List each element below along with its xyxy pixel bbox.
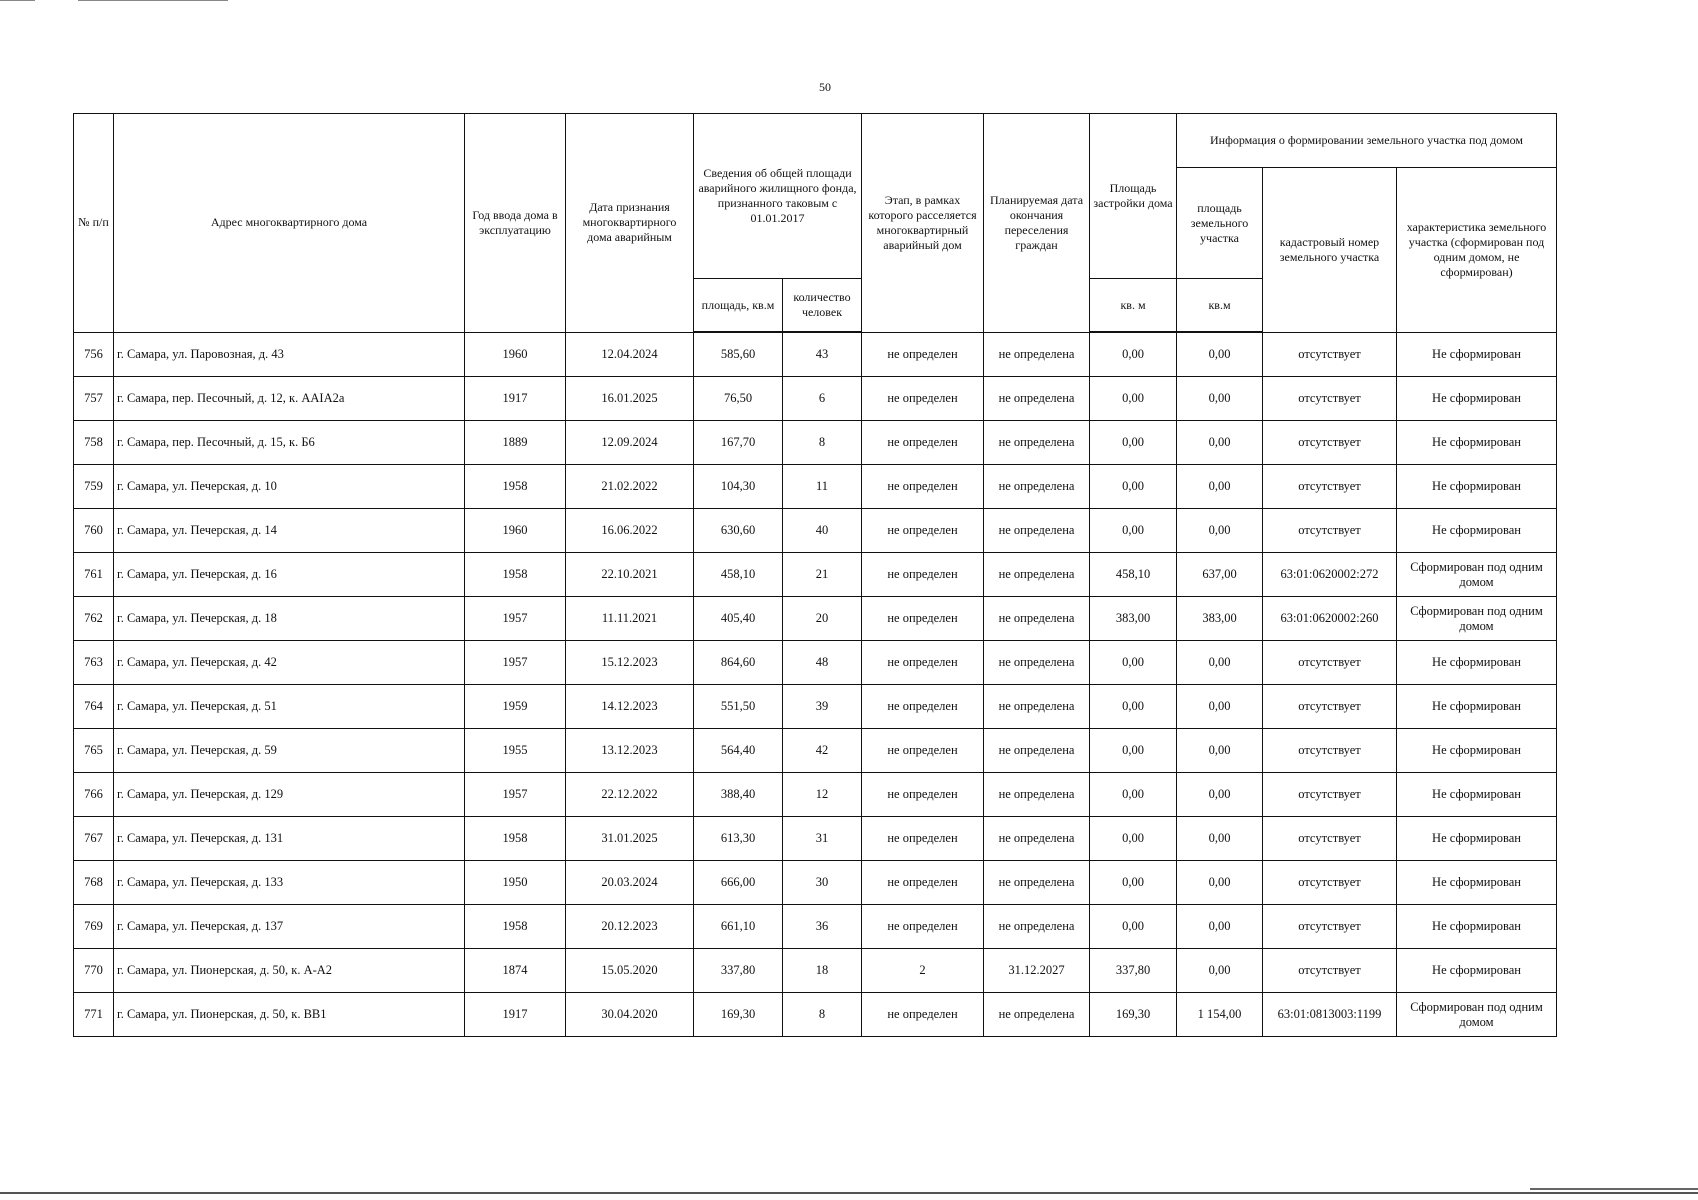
header-people: количество человек — [783, 279, 862, 333]
cell-year: 1960 — [465, 332, 566, 377]
cell-planned-end: не определена — [984, 332, 1090, 377]
cell-address: г. Самара, ул. Печерская, д. 133 — [114, 861, 465, 905]
cell-stage: 2 — [862, 949, 984, 993]
header-land-info: Информация о формировании земельного участка под домом — [1177, 114, 1557, 168]
cell-recognition-date: 22.12.2022 — [566, 773, 694, 817]
table-row — [74, 861, 1557, 905]
table-row — [74, 553, 1557, 597]
cell-planned-end: не определена — [984, 509, 1090, 553]
cell-address: г. Самара, ул. Паровозная, д. 43 — [114, 332, 465, 377]
cell-stage: не определен — [862, 729, 984, 773]
header-build-area: Площадь застройки дома — [1090, 114, 1177, 279]
header-stage: Этап, в рамках которого расселяется многоквартирный аварийный дом — [862, 114, 984, 333]
cell-year: 1889 — [465, 421, 566, 465]
cell-build-area: 0,00 — [1090, 861, 1177, 905]
scan-edge-line — [0, 0, 35, 1]
cell-build-area: 0,00 — [1090, 332, 1177, 377]
table-row — [74, 421, 1557, 465]
cell-area: 585,60 — [694, 332, 783, 377]
cell-cadastral: отсутствует — [1263, 421, 1397, 465]
cell-year: 1917 — [465, 377, 566, 421]
table-row — [74, 597, 1557, 641]
table-row — [74, 729, 1557, 773]
cell-num: 766 — [74, 773, 114, 817]
cell-planned-end: не определена — [984, 553, 1090, 597]
cell-address: г. Самара, ул. Печерская, д. 42 — [114, 641, 465, 685]
cell-recognition-date: 15.05.2020 — [566, 949, 694, 993]
cell-stage: не определен — [862, 509, 984, 553]
cell-address: г. Самара, ул. Печерская, д. 10 — [114, 465, 465, 509]
cell-year: 1959 — [465, 685, 566, 729]
cell-people: 8 — [783, 421, 862, 465]
cell-num: 758 — [74, 421, 114, 465]
cell-area: 551,50 — [694, 685, 783, 729]
cell-cadastral: отсутствует — [1263, 905, 1397, 949]
cell-stage: не определен — [862, 817, 984, 861]
cell-characteristic: Сформирован под одним домом — [1397, 597, 1557, 641]
cell-land-area: 383,00 — [1177, 597, 1263, 641]
table-row — [74, 773, 1557, 817]
cell-recognition-date: 16.06.2022 — [566, 509, 694, 553]
header-planned-end: Планируемая дата окончания переселения граждан — [984, 114, 1090, 333]
cell-planned-end: не определена — [984, 993, 1090, 1037]
cell-land-area: 0,00 — [1177, 509, 1263, 553]
cell-area: 564,40 — [694, 729, 783, 773]
table-row — [74, 332, 1557, 377]
cell-characteristic: Не сформирован — [1397, 421, 1557, 465]
cell-address: г. Самара, ул. Печерская, д. 59 — [114, 729, 465, 773]
cell-characteristic: Не сформирован — [1397, 949, 1557, 993]
cell-stage: не определен — [862, 993, 984, 1037]
header-characteristic: характеристика земельного участка (сформирован под одним домом, не сформирован) — [1397, 168, 1557, 333]
cell-people: 6 — [783, 377, 862, 421]
cell-planned-end: не определена — [984, 597, 1090, 641]
cell-year: 1957 — [465, 641, 566, 685]
cell-stage: не определен — [862, 905, 984, 949]
cell-num: 762 — [74, 597, 114, 641]
cell-land-area: 1 154,00 — [1177, 993, 1263, 1037]
cell-stage: не определен — [862, 861, 984, 905]
cell-land-area: 0,00 — [1177, 817, 1263, 861]
cell-year: 1950 — [465, 861, 566, 905]
cell-build-area: 383,00 — [1090, 597, 1177, 641]
cell-num: 767 — [74, 817, 114, 861]
cell-build-area: 0,00 — [1090, 773, 1177, 817]
table-body — [74, 332, 1557, 1037]
cell-build-area: 337,80 — [1090, 949, 1177, 993]
cell-cadastral: отсутствует — [1263, 817, 1397, 861]
cell-stage: не определен — [862, 597, 984, 641]
cell-build-area: 0,00 — [1090, 421, 1177, 465]
cell-address: г. Самара, ул. Печерская, д. 137 — [114, 905, 465, 949]
cell-address: г. Самара, ул. Печерская, д. 131 — [114, 817, 465, 861]
cell-area: 661,10 — [694, 905, 783, 949]
cell-year: 1958 — [465, 465, 566, 509]
cell-area: 458,10 — [694, 553, 783, 597]
cell-characteristic: Не сформирован — [1397, 641, 1557, 685]
cell-cadastral: отсутствует — [1263, 465, 1397, 509]
cell-address: г. Самара, пер. Песочный, д. 15, к. Б6 — [114, 421, 465, 465]
header-address: Адрес многоквартирного дома — [114, 114, 465, 333]
cell-stage: не определен — [862, 553, 984, 597]
cell-year: 1874 — [465, 949, 566, 993]
cell-area: 405,40 — [694, 597, 783, 641]
cell-cadastral: отсутствует — [1263, 729, 1397, 773]
cell-build-area: 0,00 — [1090, 685, 1177, 729]
cell-planned-end: не определена — [984, 861, 1090, 905]
scan-edge-line — [0, 1192, 1698, 1194]
cell-area: 169,30 — [694, 993, 783, 1037]
cell-land-area: 0,00 — [1177, 465, 1263, 509]
cell-build-area: 0,00 — [1090, 465, 1177, 509]
cell-num: 759 — [74, 465, 114, 509]
cell-cadastral: отсутствует — [1263, 641, 1397, 685]
cell-people: 48 — [783, 641, 862, 685]
header-build-area-unit: кв. м — [1090, 279, 1177, 333]
cell-characteristic: Не сформирован — [1397, 905, 1557, 949]
cell-build-area: 0,00 — [1090, 377, 1177, 421]
cell-num: 761 — [74, 553, 114, 597]
cell-build-area: 169,30 — [1090, 993, 1177, 1037]
cell-address: г. Самара, ул. Пионерская, д. 50, к. А-А2 — [114, 949, 465, 993]
cell-planned-end: не определена — [984, 421, 1090, 465]
cell-land-area: 0,00 — [1177, 641, 1263, 685]
cell-recognition-date: 12.04.2024 — [566, 332, 694, 377]
cell-num: 757 — [74, 377, 114, 421]
cell-people: 31 — [783, 817, 862, 861]
cell-num: 763 — [74, 641, 114, 685]
cell-area: 630,60 — [694, 509, 783, 553]
scan-edge-line — [78, 0, 228, 1]
cell-year: 1957 — [465, 773, 566, 817]
table-row — [74, 641, 1557, 685]
cell-characteristic: Не сформирован — [1397, 729, 1557, 773]
cell-land-area: 0,00 — [1177, 861, 1263, 905]
cell-stage: не определен — [862, 421, 984, 465]
cell-characteristic: Не сформирован — [1397, 861, 1557, 905]
cell-planned-end: не определена — [984, 685, 1090, 729]
cell-area: 337,80 — [694, 949, 783, 993]
cell-year: 1958 — [465, 905, 566, 949]
cell-num: 769 — [74, 905, 114, 949]
cell-land-area: 0,00 — [1177, 377, 1263, 421]
cell-recognition-date: 21.02.2022 — [566, 465, 694, 509]
cell-land-area: 0,00 — [1177, 905, 1263, 949]
cell-planned-end: не определена — [984, 641, 1090, 685]
table-row — [74, 377, 1557, 421]
cell-planned-end: не определена — [984, 465, 1090, 509]
cell-recognition-date: 13.12.2023 — [566, 729, 694, 773]
cell-land-area: 0,00 — [1177, 729, 1263, 773]
cell-cadastral: 63:01:0813003:1199 — [1263, 993, 1397, 1037]
cell-land-area: 637,00 — [1177, 553, 1263, 597]
cell-characteristic: Не сформирован — [1397, 509, 1557, 553]
cell-build-area: 0,00 — [1090, 817, 1177, 861]
cell-area: 666,00 — [694, 861, 783, 905]
header-land-area-unit: кв.м — [1177, 279, 1263, 333]
cell-address: г. Самара, ул. Печерская, д. 129 — [114, 773, 465, 817]
cell-planned-end: не определена — [984, 377, 1090, 421]
cell-characteristic: Не сформирован — [1397, 773, 1557, 817]
cell-people: 18 — [783, 949, 862, 993]
cell-characteristic: Не сформирован — [1397, 685, 1557, 729]
header-cadastral: кадастровый номер земельного участка — [1263, 168, 1397, 333]
cell-recognition-date: 20.12.2023 — [566, 905, 694, 949]
cell-year: 1958 — [465, 817, 566, 861]
cell-recognition-date: 20.03.2024 — [566, 861, 694, 905]
cell-num: 765 — [74, 729, 114, 773]
cell-people: 36 — [783, 905, 862, 949]
cell-num: 770 — [74, 949, 114, 993]
cell-people: 12 — [783, 773, 862, 817]
cell-recognition-date: 31.01.2025 — [566, 817, 694, 861]
cell-land-area: 0,00 — [1177, 421, 1263, 465]
cell-year: 1960 — [465, 509, 566, 553]
cell-num: 768 — [74, 861, 114, 905]
emergency-housing-table — [73, 113, 1557, 1037]
cell-recognition-date: 15.12.2023 — [566, 641, 694, 685]
cell-cadastral: отсутствует — [1263, 861, 1397, 905]
cell-planned-end: не определена — [984, 905, 1090, 949]
cell-address: г. Самара, ул. Печерская, д. 14 — [114, 509, 465, 553]
cell-stage: не определен — [862, 641, 984, 685]
table-row — [74, 905, 1557, 949]
cell-stage: не определен — [862, 377, 984, 421]
cell-recognition-date: 22.10.2021 — [566, 553, 694, 597]
cell-build-area: 458,10 — [1090, 553, 1177, 597]
cell-stage: не определен — [862, 465, 984, 509]
table-row — [74, 685, 1557, 729]
cell-recognition-date: 30.04.2020 — [566, 993, 694, 1037]
header-land-area: площадь земельного участка — [1177, 168, 1263, 279]
cell-cadastral: отсутствует — [1263, 773, 1397, 817]
cell-land-area: 0,00 — [1177, 685, 1263, 729]
cell-cadastral: отсутствует — [1263, 949, 1397, 993]
cell-characteristic: Не сформирован — [1397, 377, 1557, 421]
cell-characteristic: Не сформирован — [1397, 332, 1557, 377]
cell-build-area: 0,00 — [1090, 641, 1177, 685]
cell-land-area: 0,00 — [1177, 949, 1263, 993]
cell-planned-end: не определена — [984, 817, 1090, 861]
scan-edge-line — [1530, 1188, 1698, 1190]
cell-area: 167,70 — [694, 421, 783, 465]
cell-people: 39 — [783, 685, 862, 729]
cell-year: 1955 — [465, 729, 566, 773]
cell-land-area: 0,00 — [1177, 773, 1263, 817]
header-year: Год ввода дома в эксплуатацию — [465, 114, 566, 333]
cell-land-area: 0,00 — [1177, 332, 1263, 377]
cell-address: г. Самара, ул. Печерская, д. 51 — [114, 685, 465, 729]
cell-area: 864,60 — [694, 641, 783, 685]
cell-people: 20 — [783, 597, 862, 641]
cell-build-area: 0,00 — [1090, 509, 1177, 553]
cell-cadastral: 63:01:0620002:272 — [1263, 553, 1397, 597]
cell-characteristic: Не сформирован — [1397, 465, 1557, 509]
cell-address: г. Самара, ул. Печерская, д. 16 — [114, 553, 465, 597]
table-header — [74, 114, 1557, 333]
cell-recognition-date: 16.01.2025 — [566, 377, 694, 421]
cell-area: 104,30 — [694, 465, 783, 509]
cell-stage: не определен — [862, 685, 984, 729]
cell-planned-end: не определена — [984, 729, 1090, 773]
cell-stage: не определен — [862, 332, 984, 377]
header-recognition-date: Дата признания многоквартирного дома аварийным — [566, 114, 694, 333]
cell-planned-end: 31.12.2027 — [984, 949, 1090, 993]
cell-cadastral: отсутствует — [1263, 332, 1397, 377]
cell-stage: не определен — [862, 773, 984, 817]
cell-year: 1917 — [465, 993, 566, 1037]
table-row — [74, 817, 1557, 861]
table-row — [74, 509, 1557, 553]
cell-num: 756 — [74, 332, 114, 377]
table-row — [74, 465, 1557, 509]
cell-area: 388,40 — [694, 773, 783, 817]
cell-area: 76,50 — [694, 377, 783, 421]
cell-people: 8 — [783, 993, 862, 1037]
cell-num: 771 — [74, 993, 114, 1037]
cell-area: 613,30 — [694, 817, 783, 861]
cell-cadastral: 63:01:0620002:260 — [1263, 597, 1397, 641]
cell-people: 21 — [783, 553, 862, 597]
cell-num: 760 — [74, 509, 114, 553]
table-row — [74, 993, 1557, 1037]
cell-recognition-date: 14.12.2023 — [566, 685, 694, 729]
cell-num: 764 — [74, 685, 114, 729]
cell-recognition-date: 12.09.2024 — [566, 421, 694, 465]
cell-characteristic: Сформирован под одним домом — [1397, 553, 1557, 597]
cell-recognition-date: 11.11.2021 — [566, 597, 694, 641]
cell-planned-end: не определена — [984, 773, 1090, 817]
cell-year: 1958 — [465, 553, 566, 597]
cell-people: 42 — [783, 729, 862, 773]
cell-build-area: 0,00 — [1090, 729, 1177, 773]
cell-address: г. Самара, ул. Пионерская, д. 50, к. ВВ1 — [114, 993, 465, 1037]
header-area-sq: площадь, кв.м — [694, 279, 783, 333]
cell-cadastral: отсутствует — [1263, 509, 1397, 553]
header-area-info: Сведения об общей площади аварийного жилищного фонда, признанного таковым с 01.01.2017 — [694, 114, 862, 279]
cell-characteristic: Не сформирован — [1397, 817, 1557, 861]
cell-characteristic: Сформирован под одним домом — [1397, 993, 1557, 1037]
page-number: 50 — [819, 80, 831, 94]
table-row — [74, 949, 1557, 993]
cell-build-area: 0,00 — [1090, 905, 1177, 949]
cell-year: 1957 — [465, 597, 566, 641]
cell-people: 11 — [783, 465, 862, 509]
cell-people: 40 — [783, 509, 862, 553]
cell-cadastral: отсутствует — [1263, 377, 1397, 421]
cell-cadastral: отсутствует — [1263, 685, 1397, 729]
cell-address: г. Самара, ул. Печерская, д. 18 — [114, 597, 465, 641]
header-num: № п/п — [74, 114, 114, 333]
cell-address: г. Самара, пер. Песочный, д. 12, к. ААIА2а — [114, 377, 465, 421]
cell-people: 30 — [783, 861, 862, 905]
cell-people: 43 — [783, 332, 862, 377]
